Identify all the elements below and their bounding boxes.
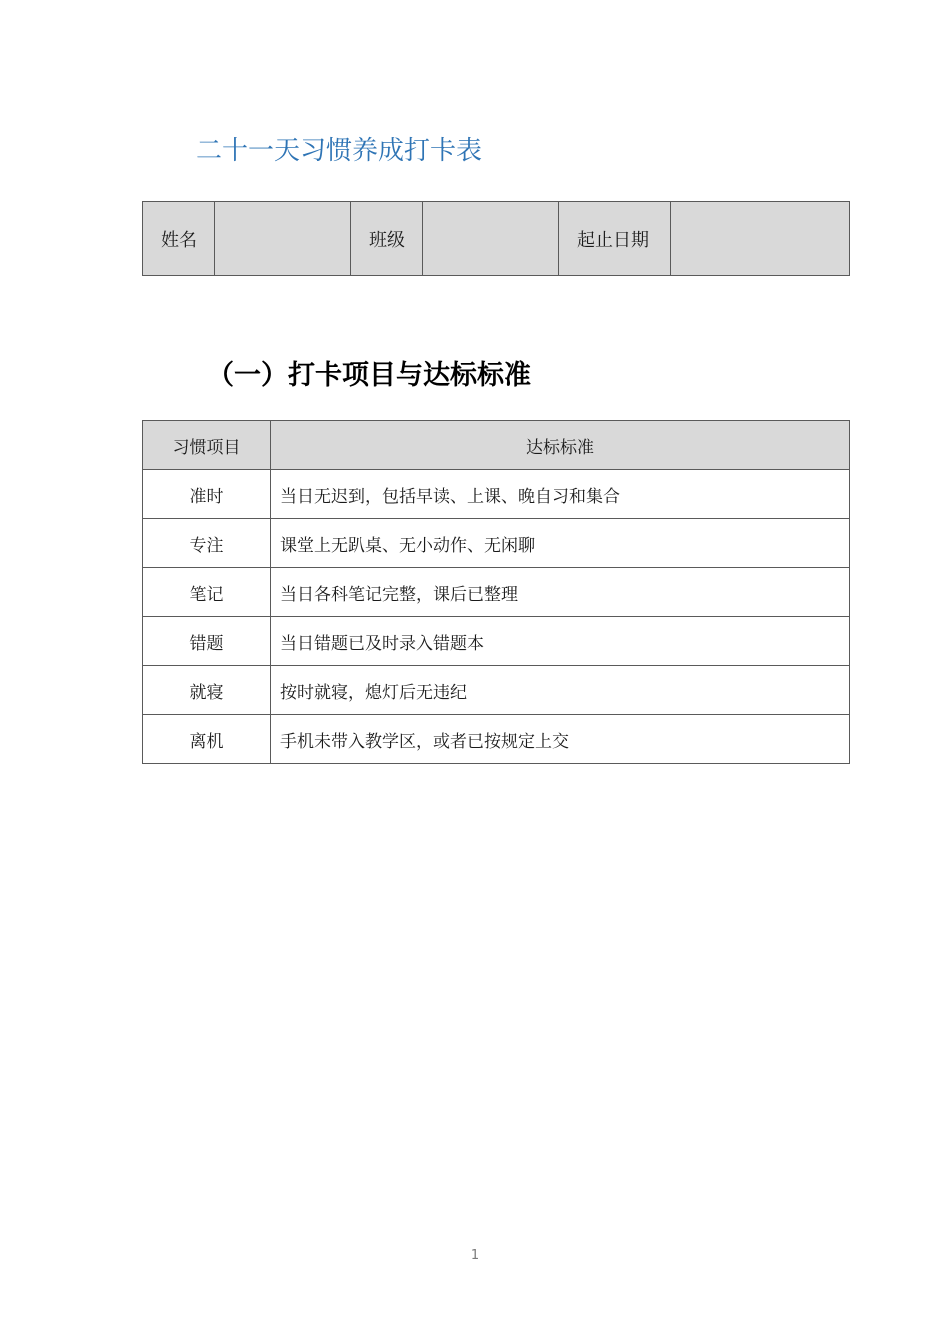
table-row [143,715,850,764]
date-range-field[interactable] [671,202,850,276]
table-row [143,617,850,666]
table-row [143,519,850,568]
table-row [143,666,850,715]
criterion-cell: 手机未带入教学区，或者已按规定上交 [271,715,850,764]
criterion-cell: 课堂上无趴桌、无小动作、无闲聊 [271,519,850,568]
header-habit: 习惯项目 [143,421,271,470]
table-header-row [143,421,850,470]
name-field[interactable] [215,202,351,276]
class-field[interactable] [423,202,559,276]
table-row [143,568,850,617]
criterion-cell: 当日错题已及时录入错题本 [271,617,850,666]
habit-cell: 准时 [143,470,271,519]
name-label: 姓名 [143,202,215,276]
criterion-cell: 当日各科笔记完整，课后已整理 [271,568,850,617]
class-label: 班级 [351,202,423,276]
habit-cell: 就寝 [143,666,271,715]
standards-table [142,420,850,764]
section-heading: （一）打卡项目与达标标准 [207,360,531,391]
habit-cell: 错题 [143,617,271,666]
criterion-cell: 按时就寝，熄灯后无违纪 [271,666,850,715]
criterion-cell: 当日无迟到，包括早读、上课、晚自习和集合 [271,470,850,519]
document-title: 二十一天习惯养成打卡表 [196,136,483,166]
habit-cell: 专注 [143,519,271,568]
habit-cell: 笔记 [143,568,271,617]
habit-cell: 离机 [143,715,271,764]
student-info-row [143,202,850,276]
table-row [143,470,850,519]
page-number: 1 [470,1248,480,1263]
date-range-label: 起止日期 [559,202,671,276]
student-info-table [142,201,850,276]
header-criterion: 达标标准 [271,421,850,470]
